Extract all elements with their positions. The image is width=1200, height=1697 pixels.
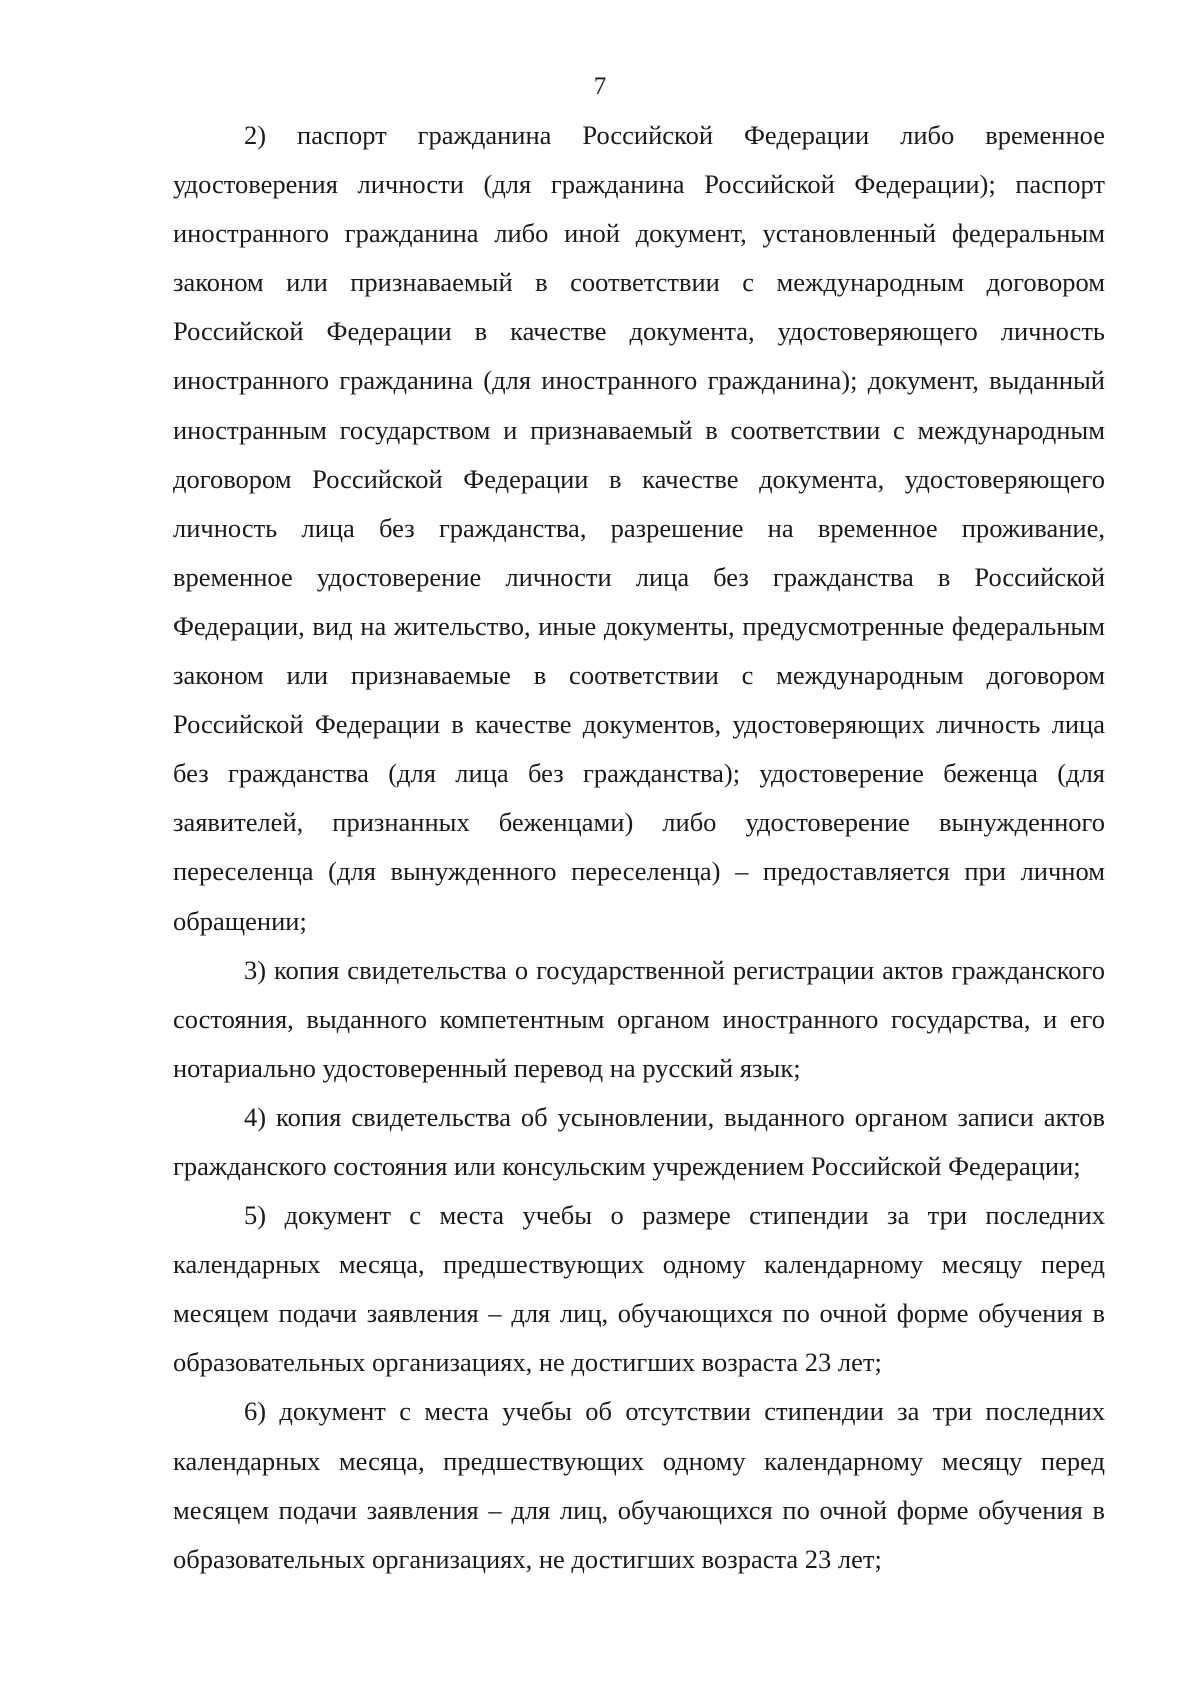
paragraph-item-3: 3) копия свидетельства о государственной регистрации актов гражданского состояния, выданного компетентным органом иностранного государства, и его нотариально удостоверенный перевод на русский язык; [173, 954, 1105, 1083]
page-number: 7 [593, 73, 607, 100]
paragraph-item-6: 6) документ с места учебы об отсутствии стипендии за три последних календарных месяца, предшествующих одному календарному месяцу перед месяцем подачи заявления – для лиц, обучающихся по очной форме обучения в образовательных организациях, не достигших возраста 23 лет; [173, 1396, 1105, 1574]
paragraph-item-2: 2) паспорт гражданина Российской Федерации либо временное удостоверения личности (для гражданина Российской Федерации); паспорт иностранного гражданина либо иной документ, установленный федеральным законом или признаваемый в соответствии с международным договором Российской Федерации в качестве документа, удостоверяющего личность иностранного гражданина (для иностранного гражданина); документ, выданный иностранным государством и признаваемый в соответствии с международным договором Российской Федерации в качестве документа, удостоверяющего личность лица без гражданства, разрешение на временное проживание, временное удостоверение личности лица без гражданства в Российской Федерации, вид на жительство, иные документы, предусмотренные федеральным законом или признаваемые в соответствии с международным договором Российской Федерации в качестве документов, удостоверяющих личность лица без гражданства (для лица без гражданства); удостоверение беженца (для заявителей, признанных беженцами) либо удостоверение вынужденного переселенца (для вынужденного переселенца) – предоставляется при личном обращении; [173, 120, 1105, 936]
document-body [173, 111, 1105, 1584]
paragraph-item-4: 4) копия свидетельства об усыновлении, выданного органом записи актов гражданского состояния или консульским учреждением Российской Федерации; [173, 1101, 1105, 1181]
paragraph-item-5: 5) документ с места учебы о размере стипендии за три последних календарных месяца, предшествующих одному календарному месяцу перед месяцем подачи заявления – для лиц, обучающихся по очной форме обучения в образовательных организациях, не достигших возраста 23 лет; [173, 1200, 1105, 1378]
